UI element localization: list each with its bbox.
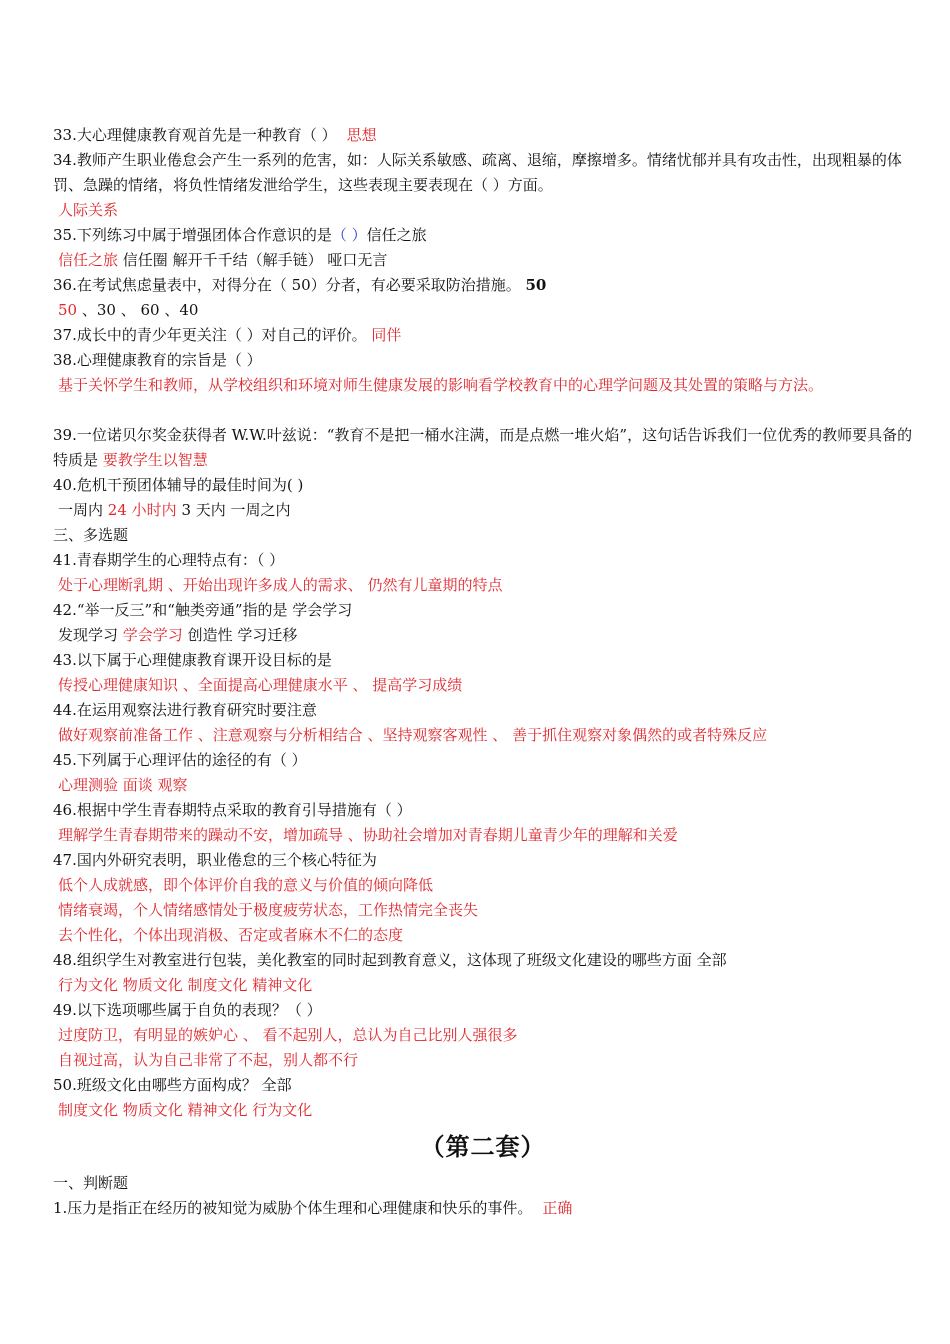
answer-33: 思想 — [346, 126, 377, 144]
question-35: 35.下列练习中属于增强团体合作意识的是（ ）信任之旅 — [53, 226, 427, 244]
answer-set2-1: 正确 — [542, 1199, 573, 1217]
answer-46: 理解学生青春期带来的躁动不安，增加疏导 、协助社会增加对青春期儿童青少年的理解和关爱 — [58, 826, 678, 844]
options-40: 一周内 24 小时内 3 天内 一周之内 — [58, 501, 291, 519]
answer-45: 心理测验 面谈 观察 — [58, 776, 188, 794]
answer-50: 制度文化 物质文化 精神文化 行为文化 — [58, 1101, 313, 1119]
answer-49-1: 过度防卫，有明显的嫉妒心 、 看不起别人，总认为自己比别人强很多 — [58, 1026, 518, 1044]
question-39: 39.一位诺贝尔奖金获得者 W.W.叶兹说：“教育不是把一桶水注满，而是点燃一堆火焰”，这句话告诉我们一位优秀的教师要具备的特质是 要教学生以智慧 — [53, 426, 913, 469]
blank-line — [53, 398, 913, 423]
question-34: 34.教师产生职业倦怠会产生一系列的危害，如：人际关系敏感、疏离、退缩，摩擦增多。情绪忧郁并具有攻击性，出现粗暴的体罚、急躁的情绪，将负性情绪发泄给学生，这些表现主要表现在（ ）方面。 — [53, 151, 902, 194]
answer-47-3: 去个性化，个体出现消极、否定或者麻木不仁的态度 — [58, 926, 404, 944]
question-33: 33.大心理健康教育观首先是一种教育（ ） 思想 — [53, 126, 377, 144]
question-48: 48.组织学生对教室进行包装，美化教室的同时起到教育意义，这体现了班级文化建设的哪些方面 全部 — [53, 951, 727, 969]
answer-34: 人际关系 — [58, 201, 119, 219]
answer-41: 处于心理断乳期 、开始出现许多成人的需求、 仍然有儿童期的特点 — [58, 576, 503, 594]
question-43: 43.以下属于心理健康教育课开设目标的是 — [53, 651, 332, 669]
question-49: 49.以下选项哪些属于自负的表现？（ ） — [53, 1001, 322, 1019]
answer-39: 要教学生以智慧 — [102, 451, 208, 469]
question-46: 46.根据中学生青春期特点采取的教育引导措施有（ ） — [53, 801, 412, 819]
options-36: 50 、30 、 60 、40 — [58, 301, 199, 319]
answer-35: 信任之旅 — [58, 251, 119, 269]
question-41: 41.青春期学生的心理特点有：（ ） — [53, 551, 285, 569]
answer-37: 同伴 — [371, 326, 402, 344]
question-44: 44.在运用观察法进行教育研究时要注意 — [53, 701, 317, 719]
answer-44: 做好观察前准备工作 、注意观察与分析相结合 、坚持观察客观性 、 善于抓住观察对象偶然的或者特殊反应 — [58, 726, 768, 744]
question-45: 45.下列属于心理评估的途径的有（ ） — [53, 751, 307, 769]
section-true-false: 一、判断题 — [53, 1174, 129, 1192]
question-40: 40.危机干预团体辅导的最佳时间为( ) — [53, 476, 304, 494]
document-page — [53, 123, 913, 1221]
answer-40: 24 小时内 — [107, 501, 177, 519]
set-two-title: （第二套） — [420, 1132, 546, 1161]
answer-36: 50 — [58, 301, 78, 319]
section-multiple-choice: 三、多选题 — [53, 526, 129, 544]
question-set2-1: 1.压力是指正在经历的被知觉为威胁个体生理和心理健康和快乐的事件。 正确 — [53, 1199, 573, 1217]
answer-47-1: 低个人成就感，即个体评价自我的意义与价值的倾向降低 — [58, 876, 434, 894]
question-38: 38.心理健康教育的宗旨是（ ） — [53, 351, 262, 369]
question-47: 47.国内外研究表明，职业倦怠的三个核心特征为 — [53, 851, 377, 869]
question-42: 42.“举一反三”和“触类旁通”指的是 学会学习 — [53, 601, 353, 619]
question-37: 37.成长中的青少年更关注（ ）对自己的评价。 同伴 — [53, 326, 402, 344]
options-35: 信任之旅 信任圈 解开千千结（解手链） 哑口无言 — [58, 251, 388, 269]
options-42: 发现学习 学会学习 创造性 学习迁移 — [58, 626, 298, 644]
answer-48: 行为文化 物质文化 制度文化 精神文化 — [58, 976, 313, 994]
question-36: 36.在考试焦虑量表中，对得分在（ 50）分者，有必要采取防治措施。 50 — [53, 276, 547, 294]
answer-42: 学会学习 — [122, 626, 183, 644]
answer-49-2: 自视过高，认为自己非常了不起，别人都不行 — [58, 1051, 359, 1069]
answer-47-2: 情绪衰竭，个人情绪感情处于极度疲劳状态，工作热情完全丧失 — [58, 901, 479, 919]
answer-38: 基于关怀学生和教师，从学校组织和环境对师生健康发展的影响看学校教育中的心理学问题及其处置的策略与方法。 — [58, 376, 824, 394]
answer-43: 传授心理健康知识 、全面提高心理健康水平 、 提高学习成绩 — [58, 676, 463, 694]
question-50: 50.班级文化由哪些方面构成？ 全部 — [53, 1076, 292, 1094]
